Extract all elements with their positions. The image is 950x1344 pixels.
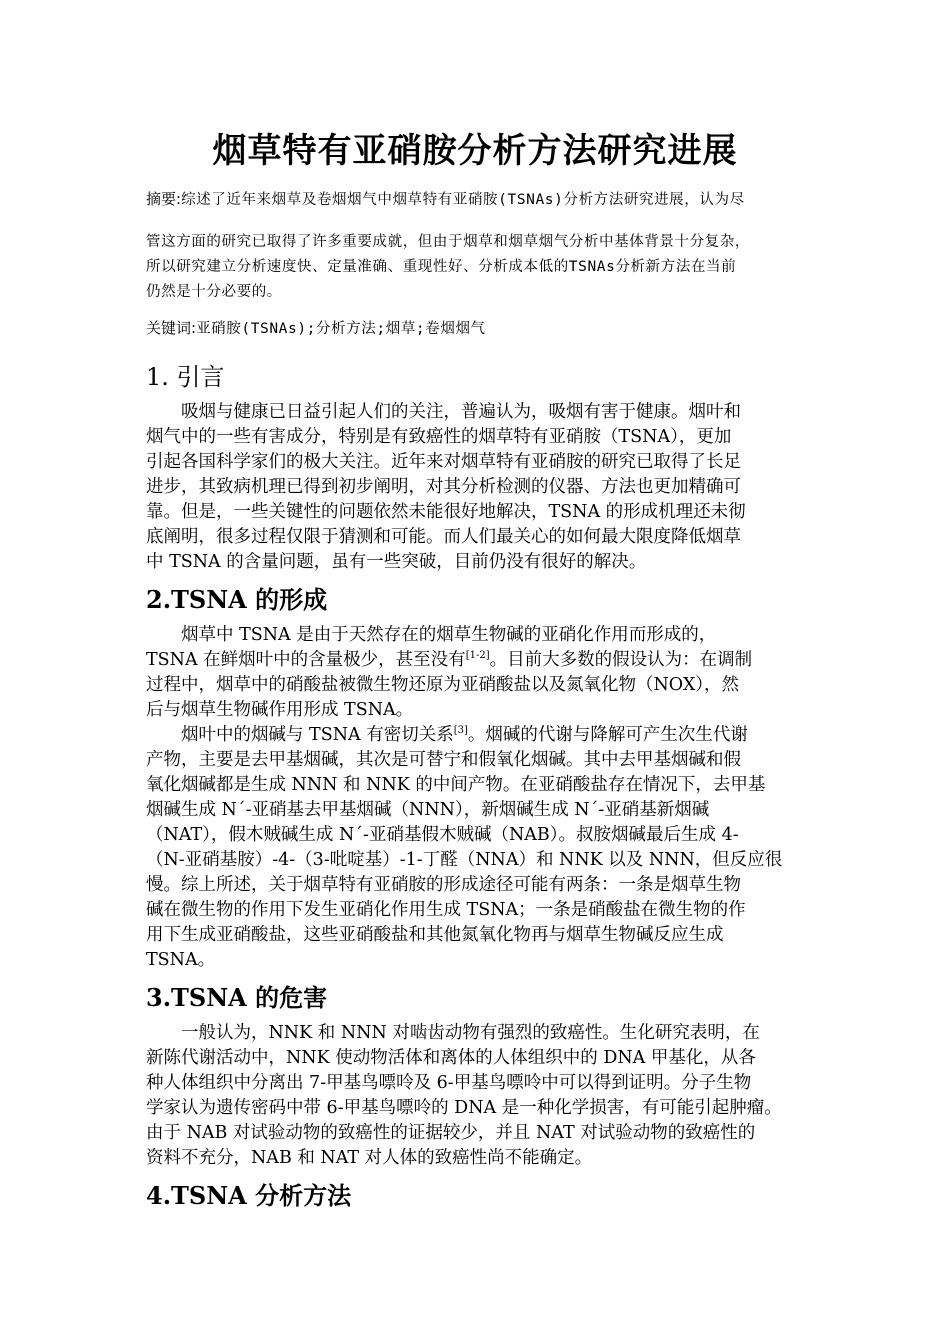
text-line: 靠。但是，一些关键性的问题依然未能很好地解决，TSNA 的形成机理还未彻: [146, 502, 746, 522]
abstract-label: 摘要:: [146, 190, 182, 208]
text-line: 过程中，烟草中的硝酸盐被微生物还原为亚硝酸盐以及氮氧化物（NOX），然: [146, 675, 740, 695]
section-heading: 3.TSNA 的危害: [146, 983, 328, 1012]
text-line: 新陈代谢活动中，NNK 使动物活体和离体的人体组织中的 DNA 甲基化，从各: [146, 1048, 756, 1068]
text-line: 氧化烟碱都是生成 NNN 和 NNK 的中间产物。在亚硝酸盐存在情况下，去甲基: [146, 775, 766, 795]
paper-title: 烟草特有亚硝胺分析方法研究进展: [212, 131, 738, 171]
text-line: （NAT），假木贼碱生成 N´-亚硝基假木贼碱（NAB）。叔胺烟碱最后生成 4-: [146, 825, 739, 845]
abstract-line: 管这方面的研究已取得了许多重要成就，但由于烟草和烟草烟气分析中基体背景十分复杂，: [146, 234, 750, 250]
keywords: [146, 317, 486, 338]
text-line: TSNA。: [146, 950, 216, 970]
text-line: 烟碱生成 N´-亚硝基去甲基烟碱（NNN），新烟碱生成 N´-亚硝基新烟碱: [146, 800, 710, 820]
section-heading: 4.TSNA 分析方法: [146, 1181, 352, 1210]
text-line: 烟气中的一些有害成分，特别是有致癌性的烟草特有亚硝胺（TSNA），更加: [146, 427, 732, 447]
text-line: 种人体组织中分离出 7-甲基鸟嘌呤及 6-甲基鸟嘌呤中可以得到证明。分子生物: [146, 1073, 752, 1093]
text-line: 慢。综上所述，关于烟草特有亚硝胺的形成途径可能有两条：一条是烟草生物: [146, 875, 741, 895]
text-line: TSNA 在鲜烟叶中的含量极少，甚至没有[1-2]。目前大多数的假设认为：在调制: [146, 650, 753, 670]
abstract-line: 仍然是十分必要的。: [146, 284, 282, 300]
text-line: 由于 NAB 对试验动物的致癌性的证据较少，并且 NAT 对试验动物的致癌性的: [146, 1123, 756, 1143]
section-heading: 1. 引言: [146, 363, 225, 391]
abstract-line: 所以研究建立分析速度快、定量准确、重现性好、分析成本低的TSNAs分析新方法在当前: [146, 259, 737, 275]
text-line: 产物，主要是去甲基烟碱，其次是可替宁和假氧化烟碱。其中去甲基烟碱和假: [146, 750, 741, 770]
text-line: 进步，其致病机理已得到初步阐明，对其分析检测的仪器、方法也更加精确可: [146, 477, 741, 497]
citation: [1-2]: [465, 650, 490, 662]
text-line: 底阐明，很多过程仅限于猜测和可能。而人们最关心的如何最大限度降低烟草: [146, 527, 741, 547]
text-line: 学家认为遗传密码中带 6-甲基鸟嘌呤的 DNA 是一种化学损害，有可能引起肿瘤。: [146, 1098, 782, 1118]
keywords-text: 亚硝胺(TSNAs);分析方法;烟草;卷烟烟气: [196, 321, 486, 337]
text-line: 资料不充分，NAB 和 NAT 对人体的致癌性尚不能确定。: [146, 1148, 593, 1168]
text-line: （N-亚硝基胺）-4-（3-吡啶基）-1-丁醛（NNA）和 NNK 以及 NNN，但反应很: [146, 850, 783, 870]
text-line: 吸烟与健康已日益引起人们的关注，普遍认为，吸烟有害于健康。烟叶和: [181, 402, 741, 422]
text-line: 引起各国科学家们的极大关注。近年来对烟草特有亚硝胺的研究已取得了长足: [146, 452, 741, 472]
citation: [3]: [453, 725, 468, 737]
text-line: 碱在微生物的作用下发生亚硝化作用生成 TSNA；一条是硝酸盐在微生物的作: [146, 900, 746, 920]
text-line: 烟草中 TSNA 是由于天然存在的烟草生物碱的亚硝化作用而形成的，: [181, 625, 717, 645]
text-line: 用下生成亚硝酸盐，这些亚硝酸盐和其他氮氧化物再与烟草生物碱反应生成: [146, 925, 724, 945]
keywords-label: 关键词:: [146, 319, 197, 337]
text-line: 一般认为，NNK 和 NNN 对啮齿动物有强烈的致癌性。生化研究表明，在: [181, 1023, 760, 1043]
text-line: 中 TSNA 的含量问题，虽有一些突破，目前仍没有很好的解决。: [146, 552, 647, 572]
text-line: 烟叶中的烟碱与 TSNA 有密切关系[3]。烟碱的代谢与降解可产生次生代谢: [181, 725, 748, 745]
abstract-line: 摘要:综述了近年来烟草及卷烟烟气中烟草特有亚硝胺(TSNAs)分析方法研究进展，认为尽: [146, 190, 745, 208]
section-heading: 2.TSNA 的形成: [146, 585, 328, 614]
text-line: 后与烟草生物碱作用形成 TSNA。: [146, 700, 414, 720]
